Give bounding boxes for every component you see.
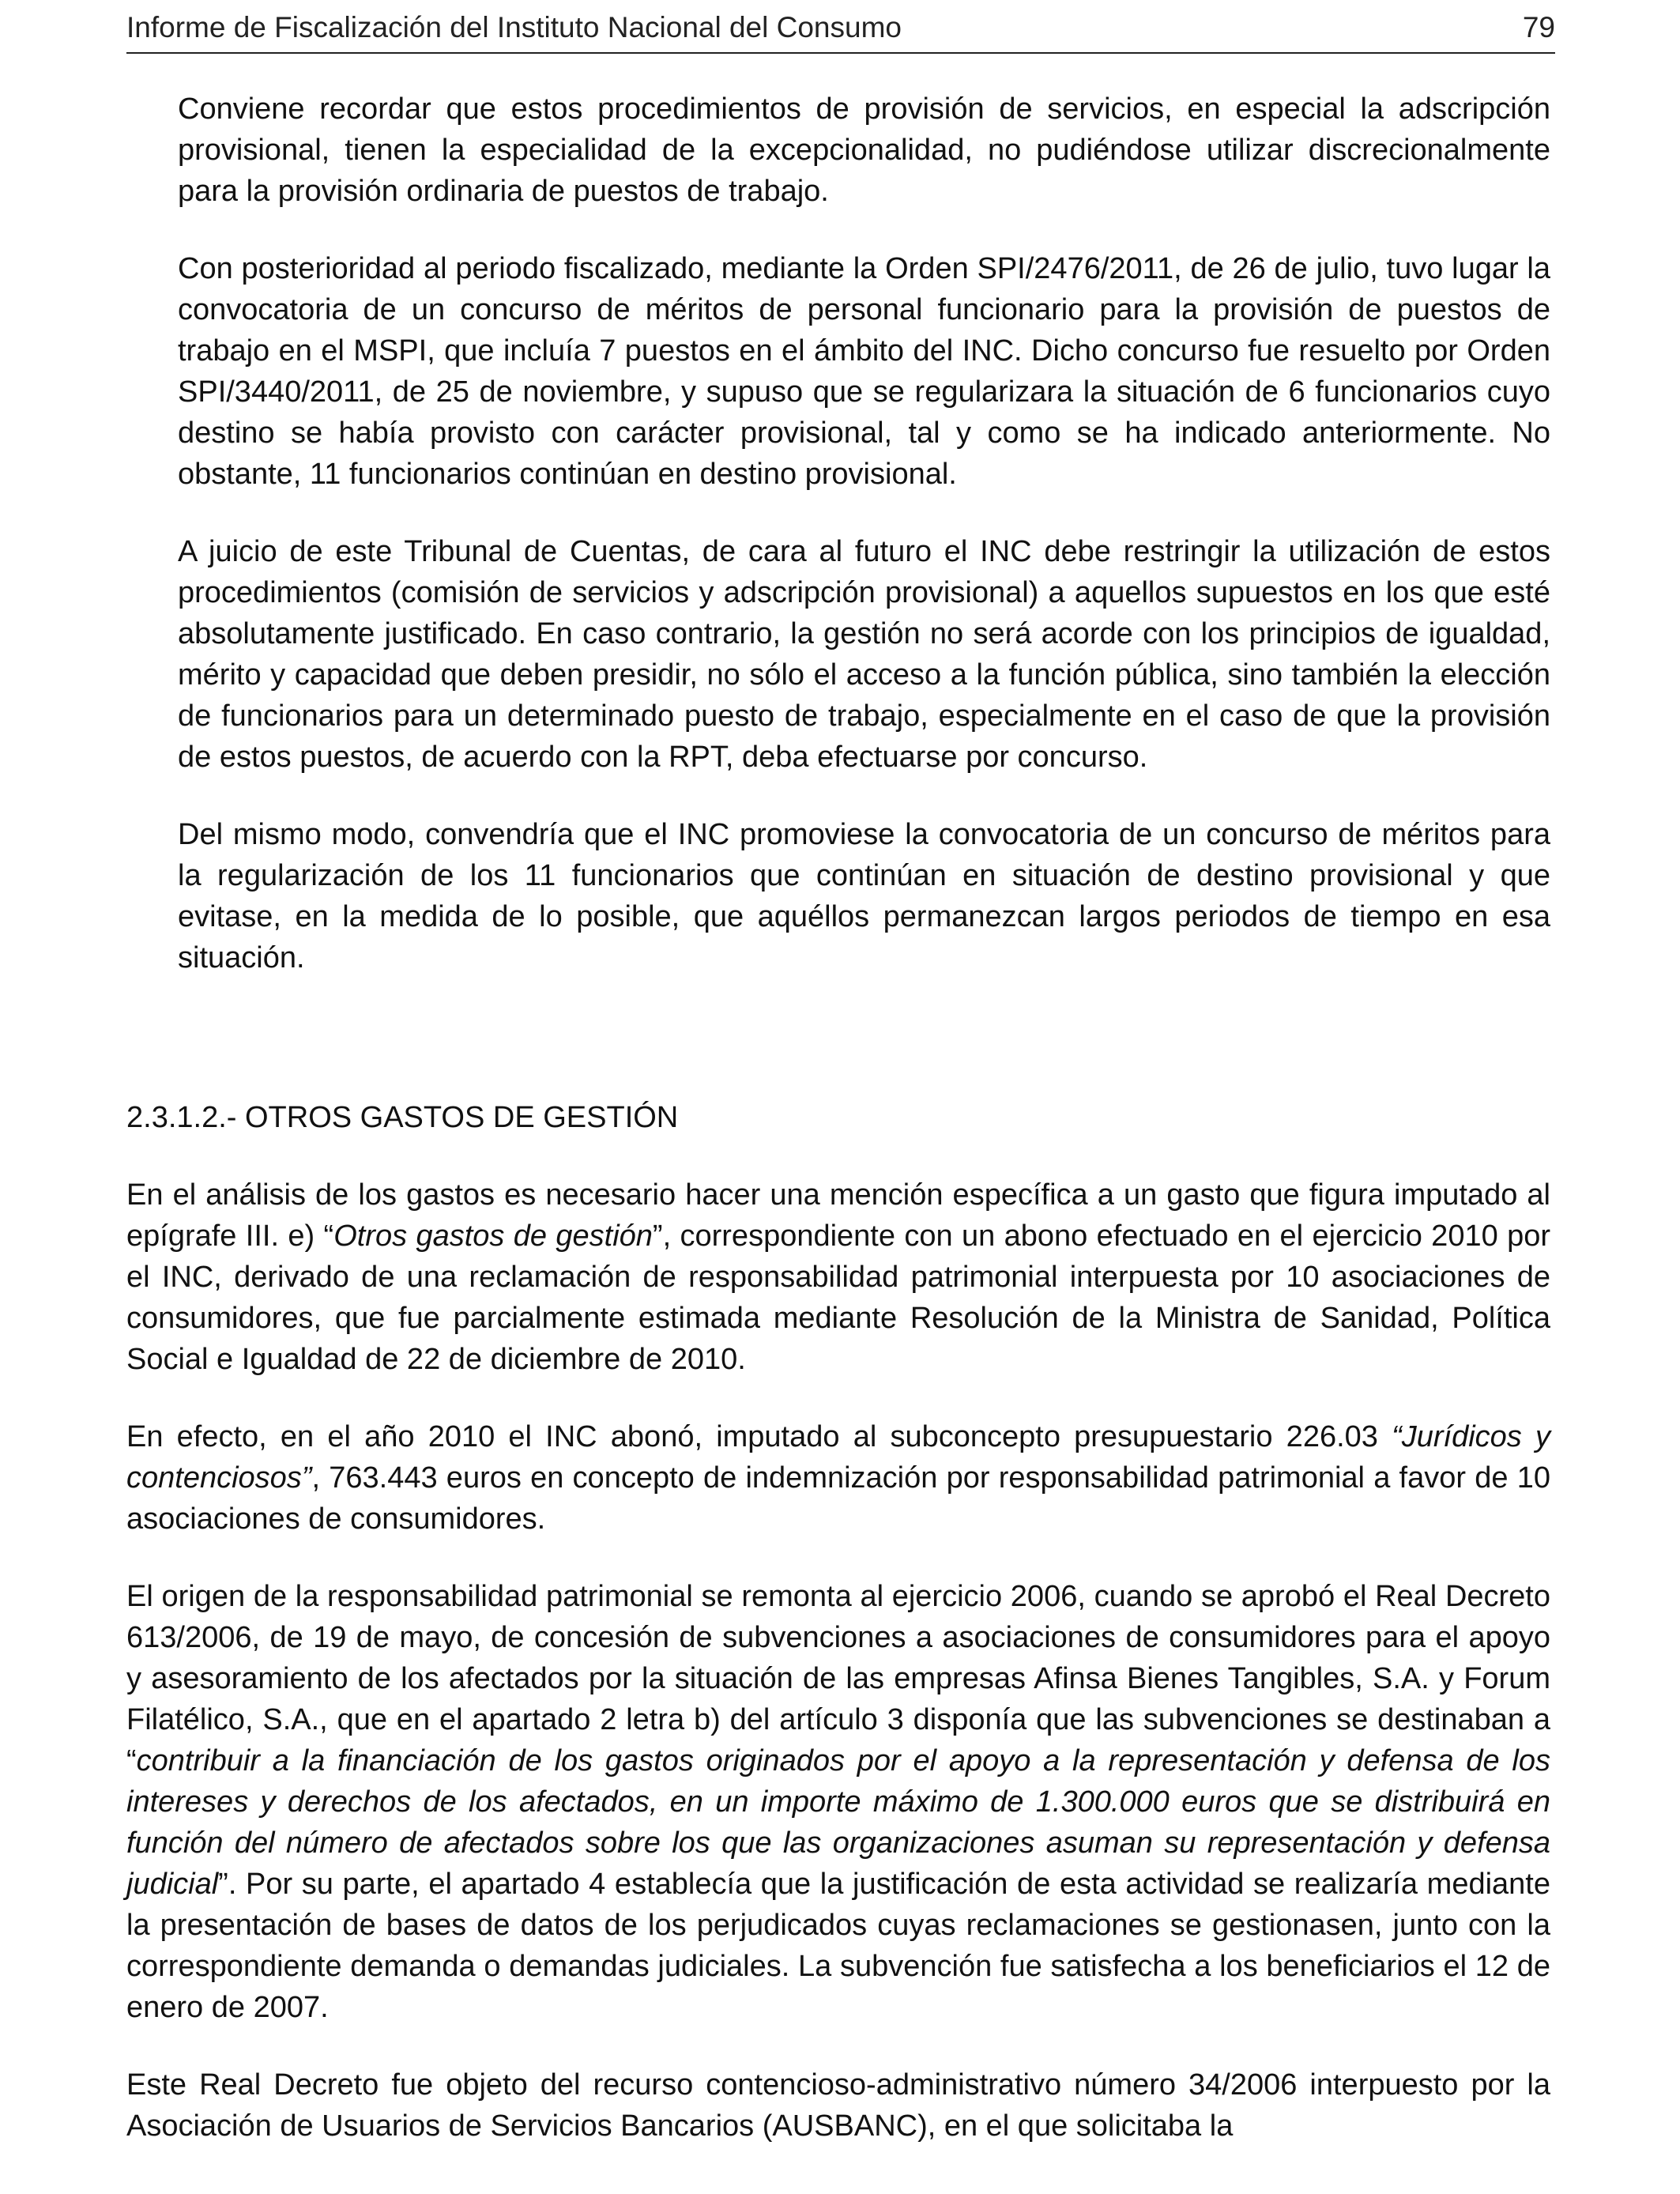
text-run: El origen de la responsabilidad patrimonial se remonta al ejercicio 2006, cuando se aprobó el Real Decreto 613/2006, de 19 de mayo, de concesión de subvenciones a asociaciones de consumidores para el apoyo y asesoramiento de los afectados por la situación de las empresas Afinsa Bienes Tangibles, S.A. y Forum Filatélico, S.A., que en el apartado 2 letra b) del artículo 3 disponía que las subvenciones se destinaban a “ <box>126 1580 1550 1777</box>
header-title: Informe de Fiscalización del Instituto Nacional del Consumo <box>126 11 902 43</box>
text-run: En el análisis de los gastos es necesario hacer una mención específica a un gasto que figura imputado al epígrafe III. e) “ <box>126 1178 1550 1253</box>
italic-run: contribuir a la financiación de los gastos originados por el apoyo a la representación y defensa de los intereses y derechos de los afectados, en un importe máximo de 1.300.000 euros que se distribuirá en función del número de afectados sobre los que las organizaciones asuman su representación y defensa judicial <box>126 1744 1550 1901</box>
italic-run: Otros gastos de gestión <box>333 1220 653 1253</box>
paragraph-regularizacion: Del mismo modo, convendría que el INC promoviese la convocatoria de un concurso de méritos para la regularización de los 11 funcionarios que continúan en situación de destino provisional y que evitase, en la medida de lo posible, que aquéllos permanezcan largos periodos de tiempo en esa situación. <box>178 818 1550 974</box>
text-run: En efecto, en el año 2010 el INC abonó, imputado al subconcepto presupuestario 226.03 <box>126 1420 1392 1453</box>
paragraph-concurso-meritos: Con posterioridad al periodo fiscalizado, mediante la Orden SPI/2476/2011, de 26 de julio, tuvo lugar la convocatoria de un concurso de méritos de personal funcionario para la provisión de puestos de trabajo en el MSPI, que incluía 7 puestos en el ámbito del INC. Dicho concurso fue resuelto por Orden SPI/3440/2011, de 25 de noviembre, y supuso que se regularizara la situación de 6 funcionarios cuyo destino se había provisto con carácter provisional, tal y como se ha indicado anteriormente. No obstante, 11 funcionarios continúan en destino provisional. <box>178 252 1550 491</box>
paragraph-abono-inc <box>126 1416 1550 1540</box>
page-header <box>126 8 1555 54</box>
text-run: ”, correspondiente con un abono efectuado en el ejercicio 2010 por el INC, derivado de una reclamación de responsabilidad patrimonial interpuesta por 10 asociaciones de consumidores, que fue parcialmente estimada mediante Resolución de la Ministra de Sanidad, Política Social e Igualdad de 22 de diciembre de 2010. <box>126 1220 1550 1376</box>
paragraph-recurso-contencioso: Este Real Decreto fue objeto del recurso contencioso-administrativo número 34/2006 interpuesto por la Asociación de Usuarios de Servicios Bancarios (AUSBANC), en el que solicitaba la <box>126 2068 1550 2143</box>
paragraph-juicio-tribunal: A juicio de este Tribunal de Cuentas, de cara al futuro el INC debe restringir la utilización de estos procedimientos (comisión de servicios y adscripción provisional) a aquellos supuestos en los que esté absolutamente justificado. En caso contrario, la gestión no será acorde con los principios de igualdad, mérito y capacidad que deben presidir, no sólo el acceso a la función pública, sino también la elección de funcionarios para un determinado puesto de trabajo, especialmente en el caso de que la provisión de estos puestos, de acuerdo con la RPT, deba efectuarse por concurso. <box>178 535 1550 774</box>
page-number: 79 <box>1522 11 1555 43</box>
paragraph-analisis-gastos <box>126 1174 1550 1380</box>
section-heading: 2.3.1.2.- OTROS GASTOS DE GESTIÓN <box>126 1101 679 1134</box>
italic-run: “Jurídicos y contenciosos” <box>126 1420 1550 1495</box>
text-run: , 763.443 euros en concepto de indemnización por responsabilidad patrimonial a favor de 10 asociaciones de consumidores. <box>126 1461 1550 1536</box>
page-body <box>126 89 1550 2147</box>
paragraph-origen-responsabilidad <box>126 1576 1550 2028</box>
text-run: ”. Por su parte, el apartado 4 establecía que la justificación de esta actividad se realizaría mediante la presentación de bases de datos de los perjudicados cuyas reclamaciones se gestionasen, junto con la correspondiente demanda o demandas judiciales. La subvención fue satisfecha a los beneficiarios el 12 de enero de 2007. <box>126 1868 1550 2024</box>
paragraph-provision-servicios: Conviene recordar que estos procedimientos de provisión de servicios, en especial la adscripción provisional, tienen la especialidad de la excepcionalidad, no pudiéndose utilizar discrecionalmente para la provisión ordinaria de puestos de trabajo. <box>178 92 1550 208</box>
